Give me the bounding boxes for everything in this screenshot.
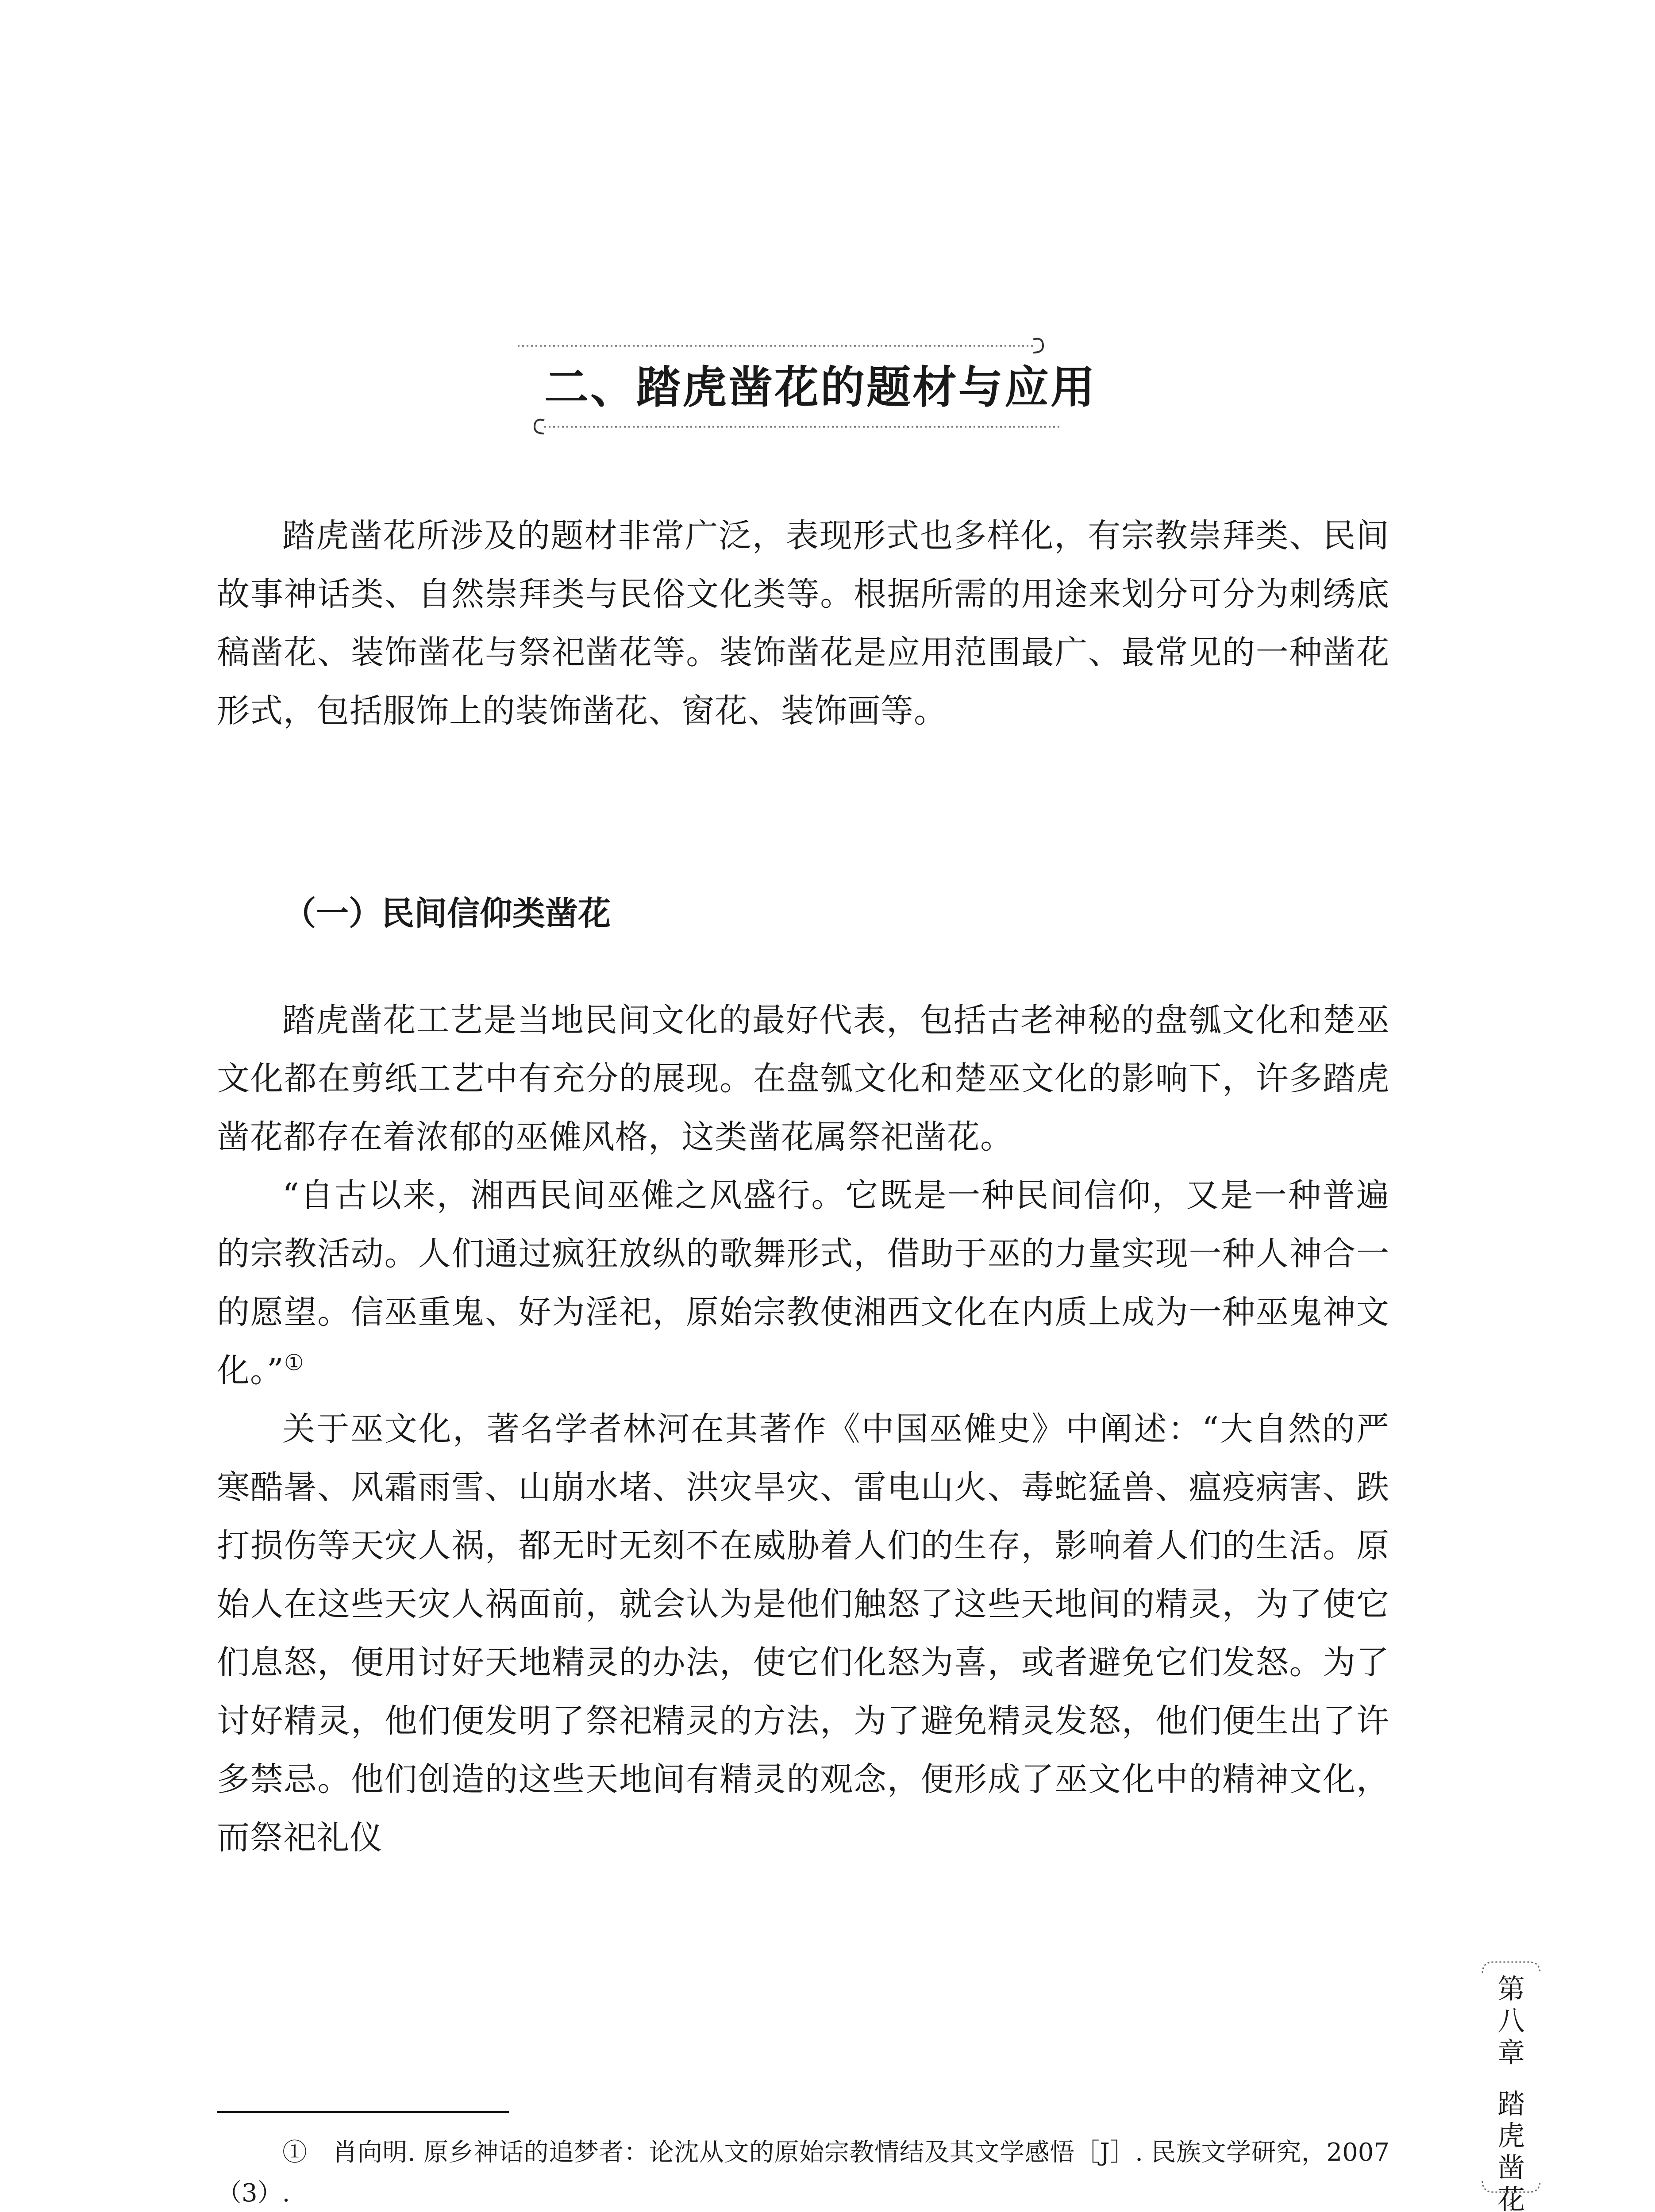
chapter-title: 踏虎凿花: [1497, 2088, 1525, 2212]
paragraph-3: 关于巫文化，著名学者林河在其著作《中国巫傩史》中阐述：“大自然的严寒酷暑、风霜雨雪、山崩水堵、洪灾旱灾、雷电山火、毒蛇猛兽、瘟疫病害、跌打损伤等天灾人祸，都无时无刻不在威胁着人们的生存，影响着人们的生活。原始人在这些天灾人祸面前，就会认为是他们触怒了这些天地间的精灵，为了使它们息怒，便用讨好天地精灵的办法，使它们化怒为喜，或者避免它们发怒。为了讨好精灵，他们便发明了祭祀精灵的方法，为了避免精灵发怒，他们便生出了许多禁忌。他们创造的这些天地间有精灵的观念，便形成了巫文化中的精神文化，而祭祀礼仪: [217, 1410, 1389, 1857]
subsection-heading: （一）民间信仰类凿花: [283, 895, 611, 933]
section-heading-block: [518, 327, 1097, 451]
intro-block: [217, 507, 1389, 740]
paragraph-2: [217, 1166, 1389, 1400]
chapter-side-tab: [1474, 1947, 1549, 2212]
footnote-reference: ①: [284, 1350, 304, 1375]
section-title: 二、踏虎凿花的题材与应用: [544, 361, 1097, 413]
main-text-block: [217, 991, 1389, 1867]
chapter-number: 第八章: [1497, 1973, 1525, 2069]
intro-paragraph: 踏虎凿花所涉及的题材非常广泛，表现形式也多样化，有宗教崇拜类、民间故事神话类、自然崇拜类与民俗文化类等。根据所需的用途来划分可分为刺绣底稿凿花、装饰凿花与祭祀凿花等。装饰凿花是应用范围最广、最常见的一种凿花形式，包括服饰上的装饰凿花、窗花、装饰画等。: [217, 517, 1389, 730]
footnote-block: [217, 2132, 1389, 2212]
footnote-divider: [217, 2111, 509, 2113]
paragraph-2-text: “自古以来，湘西民间巫傩之风盛行。它既是一种民间信仰，又是一种普遍的宗教活动。人们通过疯狂放纵的歌舞形式，借助于巫的力量实现一种人神合一的愿望。信巫重鬼、好为淫祀，原始宗教使湘西文化在内质上成为一种巫鬼神文化。”: [217, 1176, 1389, 1390]
footnote-text: ① 肖向明. 原乡神话的追梦者：论沈从文的原始宗教情结及其文学感悟［J］. 民族文学研究，2007（3）.: [217, 2138, 1389, 2208]
paragraph-1: 踏虎凿花工艺是当地民间文化的最好代表，包括古老神秘的盘瓠文化和楚巫文化都在剪纸工艺中有充分的展现。在盘瓠文化和楚巫文化的影响下，许多踏虎凿花都存在着浓郁的巫傩风格，这类凿花属祭祀凿花。: [217, 1001, 1389, 1156]
